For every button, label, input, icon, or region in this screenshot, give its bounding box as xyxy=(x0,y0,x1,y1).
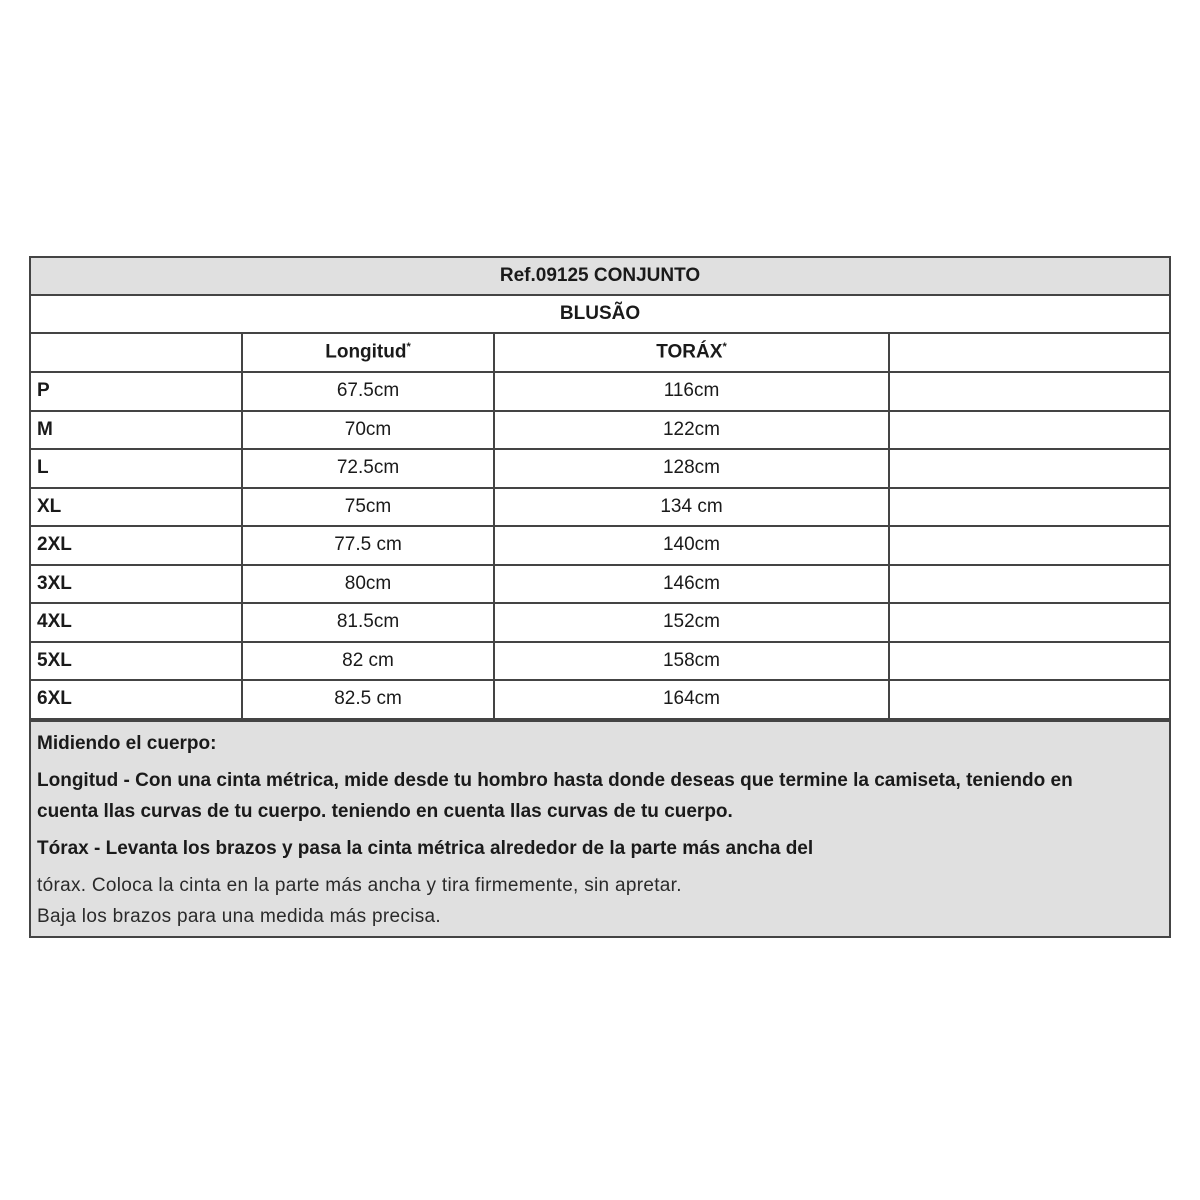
header-longitud xyxy=(242,333,494,372)
table-row xyxy=(31,411,1169,450)
cell-torax: 164cm xyxy=(494,680,889,719)
notes-torax-line-2: tórax. Coloca la cinta en la parte más ancha y tira firmemente, sin apretar. xyxy=(37,874,682,896)
cell-longitud: 82.5 cm xyxy=(242,680,494,719)
header-row xyxy=(31,333,1169,372)
cell-extra xyxy=(889,565,1169,604)
cell-size: 3XL xyxy=(31,565,242,604)
cell-size: M xyxy=(31,411,242,450)
cell-extra xyxy=(889,526,1169,565)
cell-longitud: 77.5 cm xyxy=(242,526,494,565)
table-row xyxy=(31,526,1169,565)
cell-extra xyxy=(889,449,1169,488)
table-row xyxy=(31,680,1169,719)
header-longitud-mark: * xyxy=(406,341,411,354)
cell-size: XL xyxy=(31,488,242,527)
header-torax-mark: * xyxy=(722,341,727,354)
cell-longitud: 75cm xyxy=(242,488,494,527)
header-torax xyxy=(494,333,889,372)
cell-extra xyxy=(889,642,1169,681)
cell-size: 5XL xyxy=(31,642,242,681)
cell-extra xyxy=(889,488,1169,527)
cell-size: L xyxy=(31,449,242,488)
cell-torax: 116cm xyxy=(494,372,889,411)
size-table xyxy=(31,258,1169,720)
table-title: Ref.09125 CONJUNTO xyxy=(31,258,1169,295)
cell-torax: 146cm xyxy=(494,565,889,604)
notes-torax-line-3: Baja los brazos para una medida más precisa. xyxy=(37,905,441,927)
cell-size: 4XL xyxy=(31,603,242,642)
table-row xyxy=(31,488,1169,527)
header-longitud-label: Longitud xyxy=(325,341,407,363)
cell-extra xyxy=(889,411,1169,450)
cell-size: 6XL xyxy=(31,680,242,719)
header-extra xyxy=(889,333,1169,372)
cell-torax: 140cm xyxy=(494,526,889,565)
measuring-notes xyxy=(31,720,1169,936)
notes-heading: Midiendo el cuerpo: xyxy=(37,732,217,754)
table-row xyxy=(31,642,1169,681)
cell-torax: 152cm xyxy=(494,603,889,642)
cell-extra xyxy=(889,680,1169,719)
cell-torax: 158cm xyxy=(494,642,889,681)
table-row xyxy=(31,449,1169,488)
cell-longitud: 80cm xyxy=(242,565,494,604)
cell-extra xyxy=(889,603,1169,642)
cell-longitud: 72.5cm xyxy=(242,449,494,488)
cell-longitud: 82 cm xyxy=(242,642,494,681)
size-chart xyxy=(29,256,1171,938)
cell-extra xyxy=(889,372,1169,411)
notes-longitud-line-1: Longitud - Con una cinta métrica, mide desde tu hombro hasta donde deseas que termine la camiseta, teniendo en xyxy=(37,769,1073,791)
cell-longitud: 81.5cm xyxy=(242,603,494,642)
notes-longitud-line-2: cuenta llas curvas de tu cuerpo. teniendo en cuenta llas curvas de tu cuerpo. xyxy=(37,800,733,822)
cell-size: P xyxy=(31,372,242,411)
table-row xyxy=(31,565,1169,604)
notes-torax-line-1: Tórax - Levanta los brazos y pasa la cinta métrica alrededor de la parte más ancha del xyxy=(37,837,814,859)
header-size xyxy=(31,333,242,372)
header-torax-label: TORÁX xyxy=(656,341,723,363)
table-row xyxy=(31,372,1169,411)
table-subtitle: BLUSÃO xyxy=(31,295,1169,333)
table-row xyxy=(31,603,1169,642)
cell-torax: 134 cm xyxy=(494,488,889,527)
cell-size: 2XL xyxy=(31,526,242,565)
cell-longitud: 67.5cm xyxy=(242,372,494,411)
cell-torax: 122cm xyxy=(494,411,889,450)
cell-torax: 128cm xyxy=(494,449,889,488)
cell-longitud: 70cm xyxy=(242,411,494,450)
